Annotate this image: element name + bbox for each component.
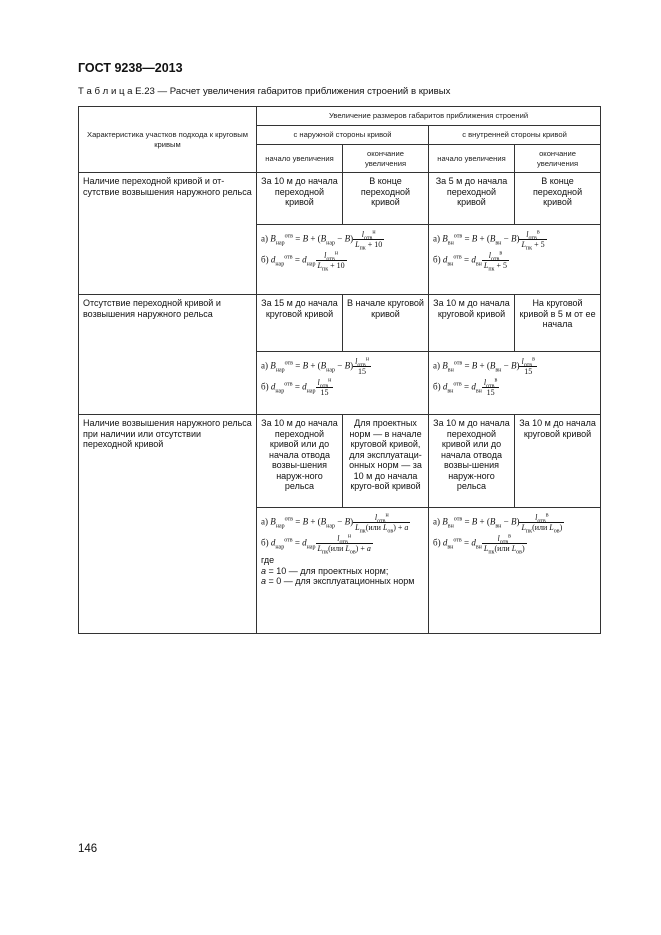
row3-label: Наличие возвышения наружного рельса при наличии или отсутствии переходной кривой xyxy=(79,415,257,634)
row1-end-inner: В конце переходной кривой xyxy=(515,173,601,225)
header-group: Увеличение размеров габаритов приближения строений xyxy=(257,107,601,126)
header-characteristic: Характеристика участков подхода к круговым кривым xyxy=(79,107,257,173)
row3-end-inner: За 10 м до начала круговой кривой xyxy=(515,415,601,508)
row3-formulas-outer: а) $B_{нар}^{отв} = B + (B_{нар} - B)$ $\frac{l_{отв}^н}{L_{пк}(или L_{ов}) + a}$ б) $d_{нар}^{отв} = d_{нар}$ $\frac{l_{отв}^н}{L_{пк}(или L_{ов}) + a}$ где a = 10 — для проектных норм; a = 0 — для эксплуатационных норм xyxy=(257,508,429,634)
document-id: ГОСТ 9238—2013 xyxy=(78,61,183,75)
row1-label: Наличие переходной кривой и от-сутствие возвышения наружного рельса xyxy=(79,173,257,295)
header-outer-side: с наружной стороны кривой xyxy=(257,126,429,145)
row1-start-inner: За 5 м до начала переходной кривой xyxy=(429,173,515,225)
row1-start-outer: За 10 м до начала переходной кривой xyxy=(257,173,343,225)
row1-end-outer: В конце переходной кривой xyxy=(343,173,429,225)
page-number: 146 xyxy=(78,843,98,855)
note-where: где xyxy=(261,555,275,565)
header-start-outer: начало увеличения xyxy=(257,145,343,173)
header-inner-side: с внутренней стороны кривой xyxy=(429,126,601,145)
note-a0: a = 0 — для эксплуатационных норм xyxy=(261,576,415,586)
row1-formulas-outer: а) $B_{нар}^{отв} = B + (B_{нар} - B)$ $\frac{l_{отв}^н}{L_{пк} + 10}$ б) $d_{нар}^{отв} = d_{нар}$ $\frac{l_{отв}^н}{L_{пк} + 10}$ xyxy=(257,225,429,295)
row3-end-outer: Для проектных норм — в начале круговой кривой, для эксплуатаци-онных норм — за 10 м до начала круго-вой кривой xyxy=(343,415,429,508)
header-end-outer: окончание увеличения xyxy=(343,145,429,173)
table-caption: Т а б л и ц а Е.23 — Расчет увеличения габаритов приближения строений в кривых xyxy=(78,86,451,97)
note-a10: a = 10 — для проектных норм; xyxy=(261,565,389,576)
row2-formulas-outer: а) $B_{нар}^{отв} = B + (B_{нар} - B)$ $\frac{l_{отв}^н}{15}$ б) $d_{нар}^{отв} = d_{нар}$ $\frac{l_{отв}^н}{15}$ xyxy=(257,352,429,415)
row2-start-outer: За 15 м до начала круговой кривой xyxy=(257,295,343,352)
row3-start-outer: За 10 м до начала переходной кривой или до начала отвода возвы-шения наруж-ного рельса xyxy=(257,415,343,508)
row2-formulas-inner: а) $B_{вн}^{отв} = B + (B_{вн} - B)$ $\frac{l_{отв}^в}{15}$ б) $d_{вн}^{отв} = d_{вн}$ $\frac{l_{отв}^в}{15}$ xyxy=(429,352,601,415)
row2-end-outer: В начале круговой кривой xyxy=(343,295,429,352)
row3-formulas-inner: а) $B_{вн}^{отв} = B + (B_{вн} - B)$ $\frac{l_{отв}^в}{L_{пк}(или L_{ов})}$ б) $d_{вн}^{отв} = d_{вн}$ $\frac{l_{отв}^в}{L_{пк}(или L_{ов})}$ xyxy=(429,508,601,634)
row2-start-inner: За 10 м до начала круговой кривой xyxy=(429,295,515,352)
row3-start-inner: За 10 м до начала переходной кривой или до начала отвода возвы-шения наруж-ного рельса xyxy=(429,415,515,508)
header-start-inner: начало увеличения xyxy=(429,145,515,173)
row2-label: Отсутствие переходной кривой и возвышения наружного рельса xyxy=(79,295,257,415)
row2-end-inner: На круговой кривой в 5 м от ее начала xyxy=(515,295,601,352)
clearance-table xyxy=(78,106,601,634)
row1-formulas-inner: а) $B_{вн}^{отв} = B + (B_{вн} - B)$ $\frac{l_{отв}^в}{L_{пк} + 5}$ б) $d_{вн}^{отв} = d_{вн}$ $\frac{l_{отв}^в}{L_{пк} + 5}$ xyxy=(429,225,601,295)
header-end-inner: окончание увеличения xyxy=(515,145,601,173)
